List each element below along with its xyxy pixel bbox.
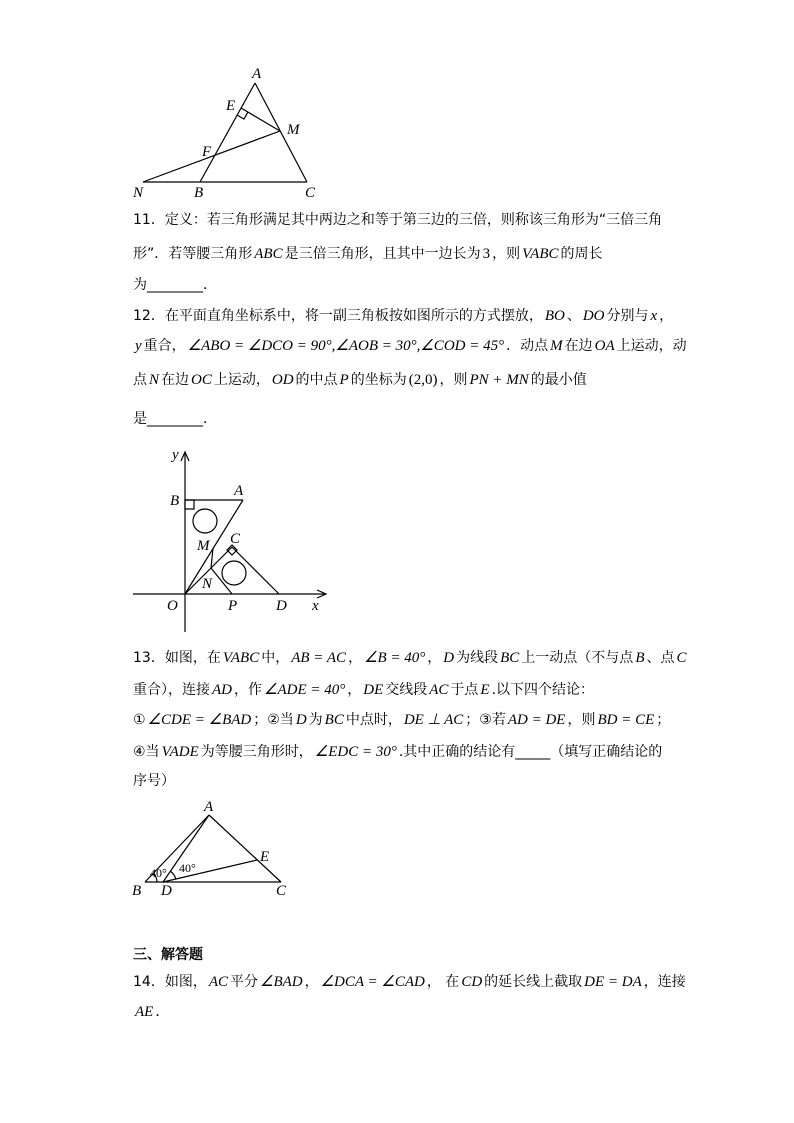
text-segment: ④当 xyxy=(133,744,160,760)
coordinate-value: (2,0) xyxy=(408,372,438,388)
angle-label-b: 40° xyxy=(150,866,167,880)
label-f: F xyxy=(202,144,212,160)
text-segment: 为线段 xyxy=(456,650,499,666)
q11-line-3 xyxy=(133,275,217,295)
number: 3 xyxy=(482,246,491,262)
text-segment: 的周长 xyxy=(560,246,603,262)
text-segment: ， xyxy=(427,650,442,666)
label-c: C xyxy=(276,883,287,899)
label-a: A xyxy=(252,66,262,82)
text-segment: ， xyxy=(347,682,362,698)
math-expression: AC xyxy=(429,682,449,698)
text-segment: 点 xyxy=(133,372,147,388)
label-b: B xyxy=(132,883,142,899)
q12-line-3 xyxy=(133,370,587,390)
math-expression: AD = DE xyxy=(507,712,566,728)
math-expression: DE xyxy=(363,682,384,698)
coordinate-figure xyxy=(125,440,335,640)
q12-line-1 xyxy=(133,306,673,326)
text-segment: ； xyxy=(656,712,671,728)
math-expression: BO xyxy=(544,308,565,324)
angle-arc-d xyxy=(170,871,175,879)
text-segment: ，连接 xyxy=(643,974,686,990)
triangle-figure-q13 xyxy=(125,795,305,900)
label-x: x xyxy=(312,598,319,614)
math-expression: ∠ADE = 40° xyxy=(264,682,346,698)
label-d: D xyxy=(161,883,172,899)
q13-line-4 xyxy=(133,742,662,762)
text-segment: 中， xyxy=(261,650,290,666)
text-segment: ． xyxy=(155,1004,170,1020)
label-c: C xyxy=(305,185,316,201)
math-expression: D xyxy=(295,712,307,728)
text-segment: 14．如图， xyxy=(133,974,207,990)
math-expression: AC xyxy=(208,974,228,990)
math-expression: P xyxy=(339,372,349,388)
label-p: P xyxy=(228,598,238,614)
label-c: C xyxy=(230,531,241,547)
text-segment: 平分 xyxy=(230,974,258,990)
math-expression: VABC xyxy=(522,246,559,262)
math-expression: M xyxy=(550,338,563,354)
q12-line-2 xyxy=(133,336,687,356)
math-expression: AE xyxy=(135,1004,154,1020)
math-expression: OA xyxy=(594,338,615,354)
math-expression: ∠BAD xyxy=(260,974,303,990)
text-segment: 的中点 xyxy=(295,372,338,388)
answer-blank-text: 是________． xyxy=(133,411,217,427)
q11-line-2 xyxy=(133,244,603,264)
segment-de xyxy=(163,860,257,882)
q13-line-1 xyxy=(133,648,689,668)
text-segment: 上运动， xyxy=(213,372,270,388)
text-segment: 于点 xyxy=(450,682,479,698)
text-segment: 交线段 xyxy=(385,682,428,698)
text-segment: ；②当 xyxy=(253,712,294,728)
math-expression: ∠EDC = 30° xyxy=(314,744,397,760)
text-segment: ① xyxy=(133,712,146,728)
text-segment: ， xyxy=(659,308,674,324)
math-expression: BC xyxy=(500,650,520,666)
label-d: D xyxy=(276,598,287,614)
math-expression: DO xyxy=(582,308,605,324)
text-segment: 是三倍三角形，且其中一边长为 xyxy=(284,246,481,262)
text-segment: 为 xyxy=(308,712,323,728)
q11-line-1 xyxy=(133,210,662,230)
text-segment: ；③若 xyxy=(465,712,506,728)
label-n: N xyxy=(133,185,144,201)
math-expression: N xyxy=(149,372,160,388)
label-m: M xyxy=(287,122,300,138)
text-segment: 12．在平面直角坐标系中，将一副三角板按如图所示的方式摆放， xyxy=(133,308,543,324)
text-segment: ，则 xyxy=(439,372,468,388)
text-segment: 分别与 xyxy=(606,308,649,324)
text-segment: ．动点 xyxy=(506,338,549,354)
label-e: E xyxy=(226,98,236,114)
label-n: N xyxy=(202,576,213,592)
math-expression: BD = CE xyxy=(597,712,655,728)
text-segment: 、 xyxy=(566,308,581,324)
text-segment: 形”．若等腰三角形 xyxy=(133,246,253,262)
math-expression: OD xyxy=(271,372,294,388)
text-segment: 为等腰三角形时， xyxy=(200,744,313,760)
math-expression: BC xyxy=(324,712,344,728)
math-expression: ABC xyxy=(254,246,283,262)
math-expression: C xyxy=(676,650,687,666)
text-segment: 上一动点（不与点 xyxy=(521,650,634,666)
text-segment: ，作 xyxy=(234,682,262,698)
label-m: M xyxy=(197,538,210,554)
q13-line-3 xyxy=(133,710,670,730)
text-segment: 在边 xyxy=(161,372,190,388)
text-segment: .以下四个结论： xyxy=(491,682,595,698)
math-expression: CD xyxy=(461,974,483,990)
math-expression: E xyxy=(480,682,490,698)
math-expression: VADE xyxy=(161,744,199,760)
math-expression: ∠CDE = ∠BAD xyxy=(147,712,252,728)
math-expression: ∠ABO = ∠DCO = 90°,∠AOB = 30°,∠COD = 45° xyxy=(187,338,505,354)
answer-blank-text: 为________． xyxy=(133,277,217,293)
label-a: A xyxy=(204,799,214,815)
text-segment: ， xyxy=(348,650,363,666)
label-y: y xyxy=(172,447,179,463)
math-expression: ∠DCA = ∠CAD xyxy=(320,974,425,990)
q12-line-4 xyxy=(133,409,217,429)
label-b: B xyxy=(170,493,180,509)
q14-line-2 xyxy=(133,1002,169,1022)
text-segment: 上运动，动 xyxy=(616,338,687,354)
section-title: 三、解答题 xyxy=(133,947,203,963)
math-expression: DE = DA xyxy=(584,974,642,990)
q14-line-1 xyxy=(133,972,686,992)
math-expression: PN + MN xyxy=(469,372,529,388)
text-segment: 中点时， xyxy=(345,712,402,728)
label-b: B xyxy=(194,185,204,201)
text-segment: .其中正确的结论有_____（填写正确结论的 xyxy=(398,744,663,760)
right-angle-mark-b xyxy=(185,500,194,509)
section-heading xyxy=(133,945,203,965)
math-expression: y xyxy=(135,338,142,354)
angle-label-d: 40° xyxy=(179,861,196,875)
math-expression: DE ⊥ AC xyxy=(403,712,464,728)
q13-line-2 xyxy=(133,680,594,700)
text-segment: ，则 xyxy=(567,712,596,728)
text-segment: 的最小值 xyxy=(530,372,587,388)
segment-nm xyxy=(143,131,280,182)
triangle-hole-bottom xyxy=(222,561,246,585)
text-segment: 重合， xyxy=(143,338,186,354)
math-expression: VABC xyxy=(222,650,260,666)
math-expression: AD xyxy=(212,682,232,698)
text-segment: ，则 xyxy=(492,246,521,262)
segment-ac xyxy=(209,815,281,882)
text-segment: 13．如图，在 xyxy=(133,650,221,666)
math-expression: ∠B = 40° xyxy=(364,650,426,666)
text-segment: 在边 xyxy=(564,338,593,354)
label-e: E xyxy=(260,849,270,865)
triangle-figure-top xyxy=(120,60,340,205)
label-o: O xyxy=(167,598,178,614)
text-segment: 11．定义：若三角形满足其中两边之和等于第三边的三倍，则称该三角形为“三倍三角 xyxy=(133,212,663,228)
math-expression: B xyxy=(635,650,645,666)
text-segment: 的坐标为 xyxy=(350,372,407,388)
math-expression: OC xyxy=(191,372,212,388)
text-segment: 、点 xyxy=(646,650,675,666)
math-expression: D xyxy=(443,650,455,666)
q13-line-5 xyxy=(133,771,175,791)
triangle-hole-top xyxy=(193,509,217,533)
text-segment: ， 在 xyxy=(426,974,460,990)
math-expression: x xyxy=(650,308,658,324)
text-segment: 重合），连接 xyxy=(133,682,210,698)
text-segment: 的延长线上截取 xyxy=(484,974,583,990)
text-segment: ， xyxy=(304,974,319,990)
math-expression: AB = AC xyxy=(291,650,347,666)
label-a: A xyxy=(234,483,244,499)
segment-cd xyxy=(232,547,279,594)
text-segment: 序号） xyxy=(133,773,175,789)
